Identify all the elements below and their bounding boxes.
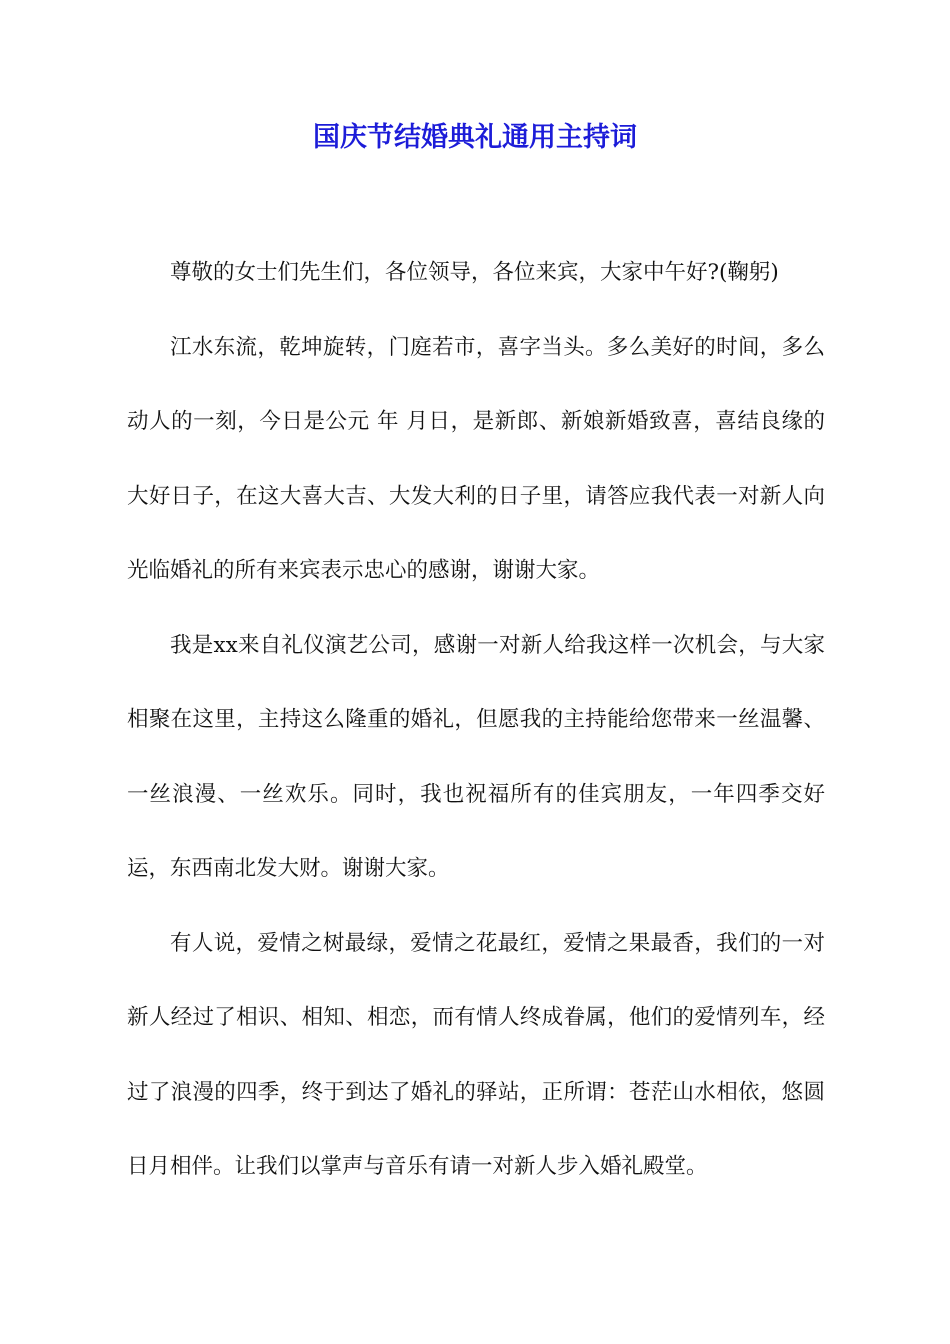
paragraph-greeting: 尊敬的女士们先生们，各位领导，各位来宾，大家中午好?(鞠躬) bbox=[170, 260, 779, 285]
document-title: 国庆节结婚典礼通用主持词 bbox=[313, 122, 637, 153]
document-body bbox=[127, 236, 825, 1205]
paragraph-host-intro: 我是xx来自礼仪演艺公司，感谢一对新人给我这样一次机会，与大家相聚在这里，主持这么隆重的婚礼，但愿我的主持能给您带来一丝温馨、一丝浪漫、一丝欢乐。同时，我也祝福所有的佳宾朋友，一年四季交好运，东西南北发大财。谢谢大家。 bbox=[127, 632, 825, 881]
paragraph-love-story: 有人说，爱情之树最绿，爱情之花最红，爱情之果最香，我们的一对新人经过了相识、相知、相恋，而有情人终成眷属，他们的爱情列车，经过了浪漫的四季，终于到达了婚礼的驿站，正所谓：苍茫山水相依，悠圆日月相伴。让我们以掌声与音乐有请一对新人步入婚礼殿堂。 bbox=[127, 930, 825, 1179]
paragraph-opening: 江水东流，乾坤旋转，门庭若市，喜字当头。多么美好的时间，多么动人的一刻，今日是公元 年 月日，是新郎、新娘新婚致喜，喜结良缘的大好日子，在这大喜大吉、大发大利的日子里，请答应我代表一对新人向光临婚礼的所有来宾表示忠心的感谢，谢谢大家。 bbox=[127, 334, 825, 583]
